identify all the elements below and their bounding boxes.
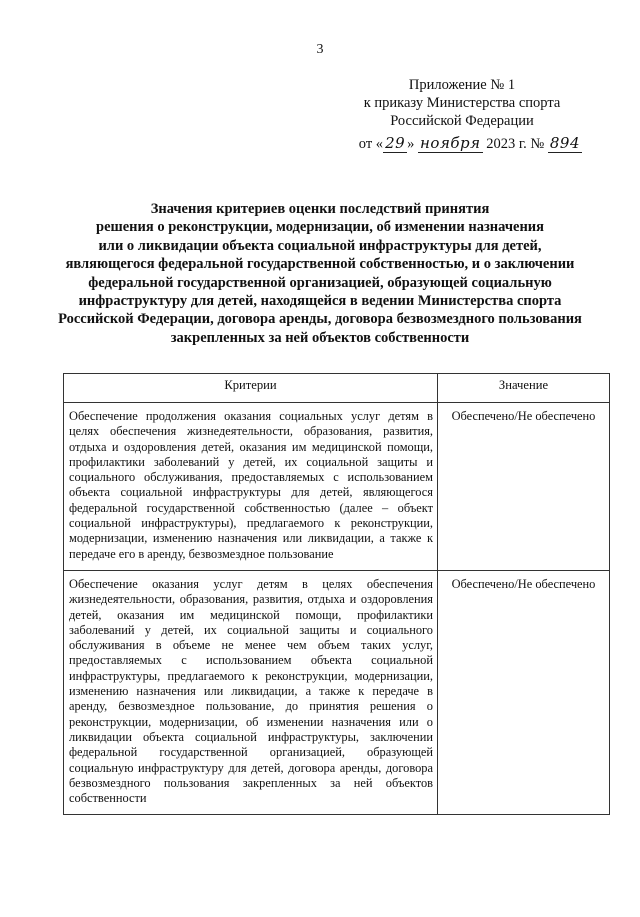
table-header-row bbox=[64, 374, 610, 403]
order-quote-close: » bbox=[407, 136, 415, 152]
appendix-order-ref: к приказу Министерства спорта bbox=[363, 95, 561, 111]
title-line: являющегося федеральной государственной собственностью, и о заключении bbox=[65, 256, 575, 273]
appendix-ministry: Российской Федерации bbox=[390, 113, 534, 129]
order-prefix: от « bbox=[358, 136, 384, 152]
order-day: 29 bbox=[385, 134, 406, 152]
title-line: федеральной государственной организацией, образующей социальную bbox=[88, 274, 552, 291]
title-line: или о ликвидации объекта социальной инфраструктуры для детей, bbox=[98, 237, 542, 254]
value-cell: Обеспечено/Не обеспечено bbox=[438, 570, 610, 814]
column-header-value: Значение bbox=[438, 374, 610, 403]
order-month: ноября bbox=[420, 134, 481, 152]
order-date-line bbox=[342, 134, 582, 153]
title-line: Российской Федерации, договора аренды, договора безвозмездного пользования bbox=[58, 311, 582, 328]
document-title bbox=[40, 200, 600, 347]
order-year: 2023 г. № bbox=[486, 136, 545, 152]
appendix-title: Приложение № 1 bbox=[408, 77, 516, 93]
criteria-table bbox=[63, 373, 610, 815]
criterion-cell: Обеспечение продолжения оказания социальных услуг детям в целях обеспечения жизнедеятельности, образования, развития, отдыха и оздоровления детей, оказания им медицинской помощи, профилактики заболеваний у детей, их социальной защиты и социального обслуживания, предоставляемых с использованием объекта социальной инфраструктуры для детей, являющегося федеральной государственной собственностью (далее – объект социальной инфраструктуры), предлагаемого к реконструкции, модернизации, изменению назначения или ликвидации, а также к передаче его в аренду, безвозмездное пользование bbox=[64, 403, 438, 571]
title-line: решения о реконструкции, модернизации, об изменении назначения bbox=[96, 219, 544, 236]
page-number: 3 bbox=[316, 42, 324, 57]
table-row bbox=[64, 403, 610, 571]
title-line: закрепленных за ней объектов собственности bbox=[170, 329, 470, 346]
table-row bbox=[64, 570, 610, 814]
appendix-header bbox=[342, 76, 582, 153]
title-line: инфраструктуру для детей, находящейся в ведении Министерства спорта bbox=[78, 293, 562, 310]
value-cell: Обеспечено/Не обеспечено bbox=[438, 403, 610, 571]
order-number: 894 bbox=[549, 134, 580, 152]
criterion-cell: Обеспечение оказания услуг детям в целях обеспечения жизнедеятельности, образования, развития, отдыха и оздоровления детей, оказания им медицинской помощи, профилактики заболеваний у детей, их социальной защиты и социального обслуживания в объеме не менее чем объем таких услуг, предоставляемых с использованием объекта социальной инфраструктуры, предлагаемого к реконструкции, модернизации, изменению назначения или ликвидации, а также к передаче в аренду, безвозмездное пользование, до принятия решения о реконструкции, модернизации, об изменении назначения или о ликвидации объекта социальной инфраструктуры, заключении федеральной государственной организацией, образующей социальную инфраструктуру для детей, договора аренды, договора безвозмездного пользования закрепленных за ней объектов собственности bbox=[64, 570, 438, 814]
title-line: Значения критериев оценки последствий принятия bbox=[150, 201, 490, 217]
column-header-criteria: Критерии bbox=[64, 374, 438, 403]
